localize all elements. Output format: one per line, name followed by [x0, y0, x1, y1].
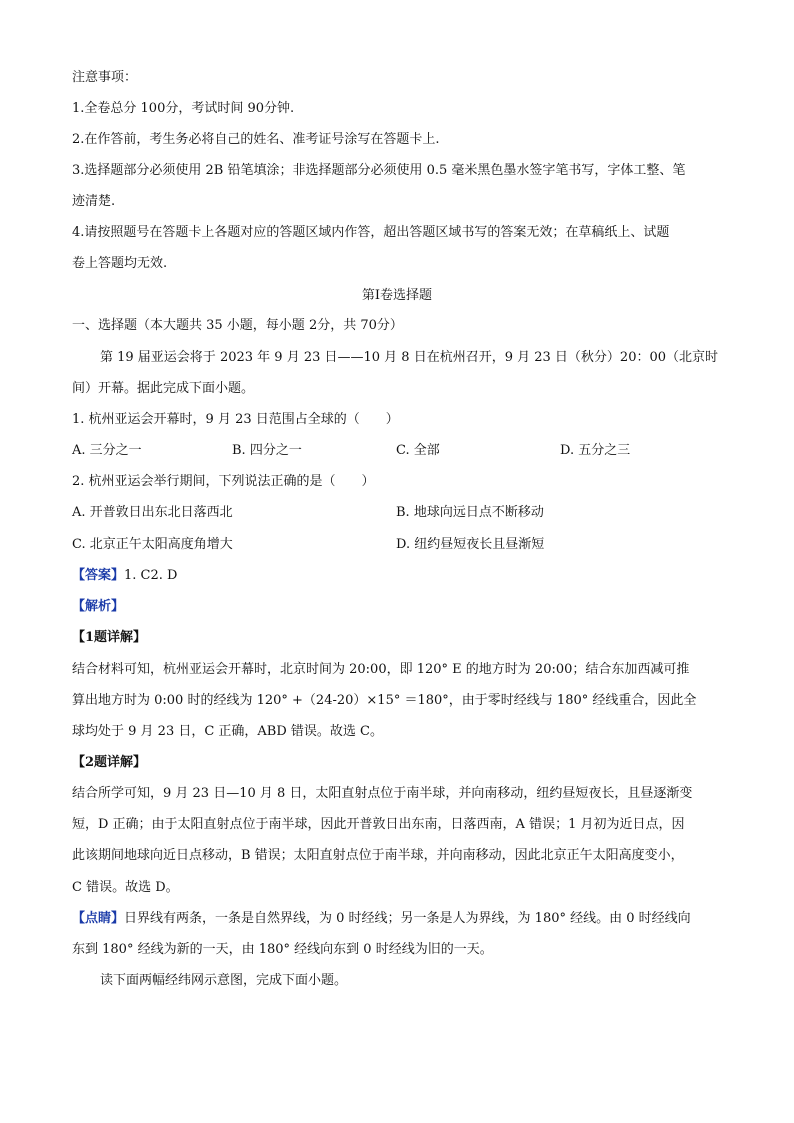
detail-2-line-3: 此该期间地球向近日点移动，B 错误；太阳直射点位于南半球，并向南移动，因此北京正午太阳高度变小， — [72, 848, 684, 863]
question-1-stem: 1. 杭州亚运会开幕时，9 月 23 日范围占全球的（ ） — [72, 412, 399, 427]
detail-2-label: 【2题详解】 — [72, 755, 147, 770]
question-1-option-d: D. 五分之三 — [560, 443, 631, 458]
notice-item-3-line-1: 3.选择题部分必须使用 2B 铅笔填涂；非选择题部分必须使用 0.5 毫米黑色墨水签字笔书写，字体工整、笔 — [72, 163, 686, 178]
question-2-stem: 2. 杭州亚运会举行期间，下列说法正确的是（ ） — [72, 474, 375, 489]
highlight-line-1: 日界线有两条，一条是自然界线，为 0 时经线；另一条是人为界线，为 180° 经线。由 0 时经线向 — [124, 911, 691, 926]
detail-2-line-1: 结合所学可知，9 月 23 日—10 月 8 日，太阳直射点位于南半球，并向南移动，纽约昼短夜长，且昼逐渐变 — [72, 786, 693, 801]
question-2-option-b: B. 地球向远日点不断移动 — [396, 505, 544, 520]
notice-item-1: 1.全卷总分 100分，考试时间 90分钟. — [72, 101, 295, 116]
question-1-option-c: C. 全部 — [396, 443, 440, 458]
detail-2-line-4: C 错误。故选 D。 — [72, 880, 179, 895]
notice-item-4-line-2: 卷上答题均无效. — [72, 256, 168, 271]
highlight-line-2: 东到 180° 经线为新的一天，由 180° 经线向东到 0 时经线为旧的一天。 — [72, 942, 493, 957]
section-part: 一、选择题（本大题共 35 小题，每小题 2分，共 70分） — [72, 318, 403, 333]
material-line-2: 间）开幕。据此完成下面小题。 — [72, 381, 255, 396]
notice-heading: 注意事项： — [72, 70, 138, 85]
highlight-label: 【点睛】 — [72, 911, 125, 926]
notice-item-3-line-2: 迹清楚. — [72, 194, 116, 209]
analysis-label-row — [72, 599, 124, 615]
detail-2-line-2: 短，D 正确；由于太阳直射点位于南半球，因此开普敦日出东南，日落西南，A 错误；1 月初为近日点，因 — [72, 817, 685, 832]
question-2-option-a: A. 开普敦日出东北日落西北 — [72, 505, 233, 520]
question-2-option-c: C. 北京正午太阳高度角增大 — [72, 537, 233, 552]
detail-1-line-1: 结合材料可知，杭州亚运会开幕时，北京时间为 20:00，即 120° E 的地方时为 20:00；结合东加西减可推 — [72, 662, 690, 677]
detail-1-label: 【1题详解】 — [72, 630, 147, 645]
question-2-option-d: D. 纽约昼短夜长且昼渐短 — [396, 537, 545, 552]
next-material-line: 读下面两幅经纬网示意图，完成下面小题。 — [100, 973, 348, 988]
answer-row — [72, 568, 177, 584]
detail-1-line-2: 算出地方时为 0:00 时的经线为 120° +（24-20）×15° ＝180°，由于零时经线与 180° 经线重合，因此全 — [72, 693, 697, 708]
section-title: 第Ⅰ卷选择题 — [361, 288, 433, 303]
material-line-1: 第 19 届亚运会将于 2023 年 9 月 23 日——10 月 8 日在杭州召开，9 月 23 日（秋分）20：00（北京时 — [100, 350, 719, 365]
notice-item-2: 2.在作答前，考生务必将自己的姓名、准考证号涂写在答题卡上. — [72, 132, 440, 147]
highlight-row — [72, 911, 691, 927]
answer-label: 【答案】 — [72, 568, 125, 583]
notice-item-4-line-1: 4.请按照题号在答题卡上各题对应的答题区域内作答，超出答题区域书写的答案无效；在草稿纸上、试题 — [72, 225, 670, 240]
detail-1-line-3: 球均处于 9 月 23 日，C 正确，ABD 错误。故选 C。 — [72, 724, 383, 739]
question-1-option-b: B. 四分之一 — [232, 443, 302, 458]
question-1-option-a: A. 三分之一 — [72, 443, 142, 458]
answer-value: 1. C2. D — [124, 568, 178, 583]
analysis-label: 【解析】 — [72, 599, 125, 614]
